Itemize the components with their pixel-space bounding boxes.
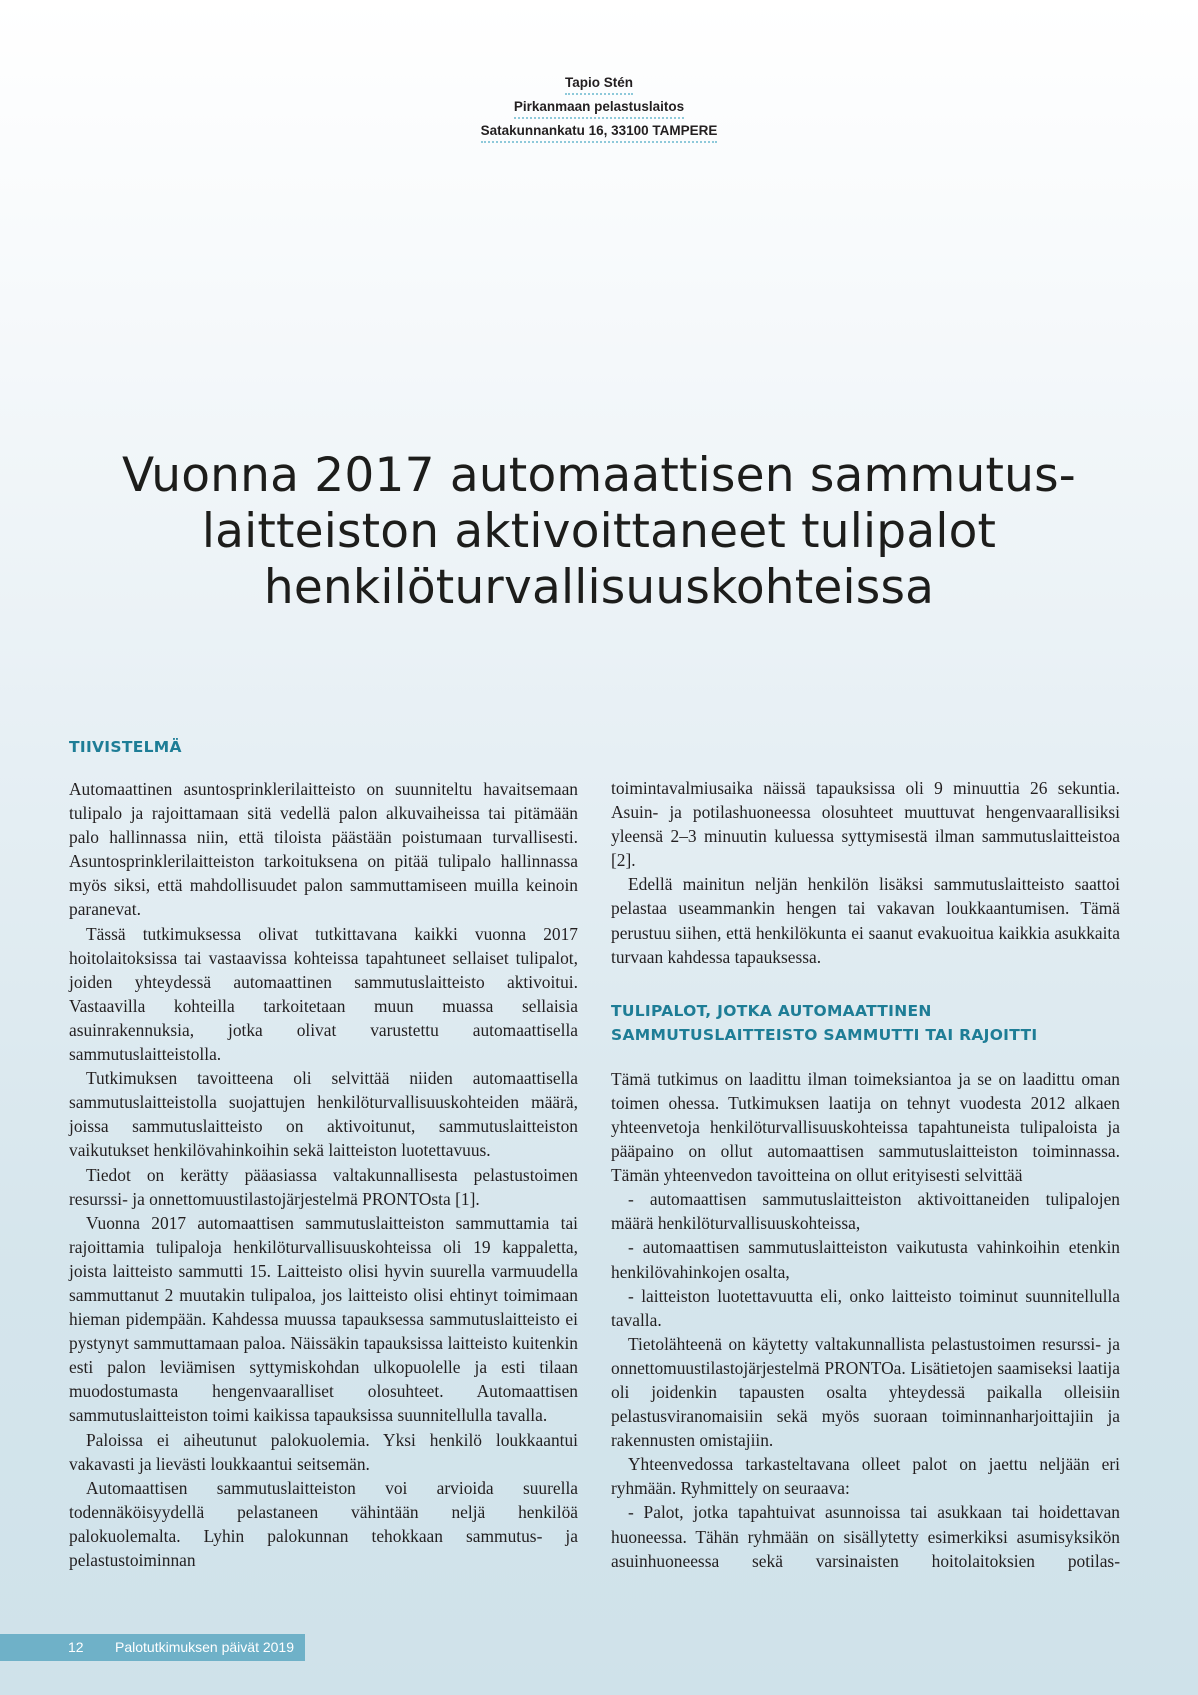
section-paragraph: Tietolähteenä on käytetty valtakunnallista pelastustoimen resurssi- ja onnettomuustilastojärjestelmä PRONTOa. Lisätietojen saamiseksi laatija oli joidenkin tapausten osalta yhteydessä paikalla olleisiin pelastusviranomaisiin sekä myös suoraan toiminnanharjoittajiin ja rakennusten omistajiin. xyxy=(611,1333,1120,1451)
section-heading-line-2: SAMMUTUSLAITTEISTO SAMMUTTI TAI RAJOITTI xyxy=(611,1025,1038,1044)
publication-name: Palotutkimuksen päivät 2019 xyxy=(115,1639,294,1655)
section-list-item: - laitteiston luotettavuutta eli, onko laitteisto toiminut suunnitellulla tavalla. xyxy=(611,1285,1120,1330)
abstract-paragraph: Vuonna 2017 automaattisen sammutuslaitteiston sammuttamia tai rajoittamia tulipaloja henkilöturvallisuuskohteissa oli 19 kappaletta, joista laitteisto sammutti 15. Laitteisto olisi hyvin suurella varmuudella sammuttanut 2 muutakin tulipaloa, jos laitteisto olisi ehtinyt toimimaan hieman pidempään. Kahdessa muussa tapauksessa sammutuslaitteisto ei pystynyt sammuttamaan paloa. Näissäkin tapauksissa laitteisto kuitenkin esti palon leviämisen syttymiskohdan ulkopuolelle ja esti tilaan muodostumasta hengenvaaralliset olosuhteet. Automaattisen sammutuslaitteiston toimi kaikissa tapauksissa suunnitellulla tavalla. xyxy=(69,1212,578,1426)
title-line-3: henkilöturvallisuuskohteissa xyxy=(263,560,935,615)
section-list-item: - Palot, jotka tapahtuivat asunnoissa tai asukkaan tai hoidettavan huoneessa. Tähän ryhmään on sisällytetty esimerkiksi asumisyksikön asuinhuoneessa sekä varsinaisten hoitolaitoksien potilas- xyxy=(611,1502,1120,1571)
right-column xyxy=(611,776,1120,1573)
abstract-paragraph: Tässä tutkimuksessa olivat tutkittavana kaikki vuonna 2017 hoitolaitoksissa tai vastaavissa kohteissa tapahtuneet sellaiset tulipalot, joiden yhteydessä automaattinen sammutuslaitteisto aktivoitui. Vastaavilla kohteilla tarkoitetaan muun muassa sellaisia asuinrakennuksia, jotka olivat varustettu automaattisella sammutuslaitteistolla. xyxy=(69,923,578,1065)
section-heading xyxy=(611,999,1120,1047)
left-column xyxy=(69,735,578,1572)
abstract-paragraph: toimintavalmiusaika näissä tapauksissa oli 9 minuuttia 26 sekuntia. Asuin- ja potilashuoneessa olosuhteet muuttuvat hengenvaarallisiksi yleensä 2–3 minuutin kuluessa syttymisestä ilman sammutuslaitteistoa [2]. xyxy=(611,778,1120,871)
page-footer xyxy=(0,1634,305,1661)
abstract-paragraph: Tutkimuksen tavoitteena oli selvittää niiden automaattisella sammutuslaitteistolla suojattujen henkilöturvallisuuskohteiden määrä, joissa sammutuslaitteisto on aktivoitunut, sammutuslaitteiston vaikutukset henkilövahinkoihin sekä laitteiston luotettavuus. xyxy=(69,1068,578,1161)
title-line-2: laitteiston aktivoittaneet tulipalot xyxy=(201,504,997,559)
abstract-paragraph: Automaattinen asuntosprinklerilaitteisto on suunniteltu havaitsemaan tulipalo ja rajoittamaan sitä vedellä palon alkuvaiheissa tai pitämään palo hallinnassa niin, että tiloista päästään poistumaan turvallisesti. Asuntosprinklerilaitteiston tarkoituksena on pitää tulipalo hallinnassa myös siksi, että mahdollisuudet palon sammuttamiseen muilla keinoin paranevat. xyxy=(69,779,578,920)
page-number: 12 xyxy=(68,1639,84,1655)
author-block xyxy=(0,71,1198,143)
section-list-item: - automaattisen sammutuslaitteiston vaikutusta vahinkoihin etenkin henkilövahinkojen osalta, xyxy=(611,1237,1120,1282)
author-organization: Pirkanmaan pelastuslaitos xyxy=(514,98,684,119)
title-line-1: Vuonna 2017 automaattisen sammutus- xyxy=(122,448,1076,503)
article-title xyxy=(60,448,1138,616)
section-heading-line-1: TULIPALOT, JOTKA AUTOMAATTINEN xyxy=(611,1001,932,1020)
abstract-paragraph: Edellä mainitun neljän henkilön lisäksi sammutuslaitteisto saattoi pelastaa useammankin hengen tai vakavan loukkaantumisen. Tämä perustuu siihen, että henkilökunta ei saanut evakuoitua kaikkia asukkaita turvaan kahdessa tapauksessa. xyxy=(611,874,1120,967)
section-paragraph: Tämä tutkimus on laadittu ilman toimeksiantoa ja se on laadittu oman toimen ohessa. Tutkimuksen laatija on tehnyt vuodesta 2012 alkaen yhteenvetoja henkilöturvallisuuskohteissa tapahtuneista tulipaloista ja pääpaino on ollut automaattisen sammutuslaitteiston toiminnassa. Tämän yhteenvedon tavoitteina on ollut erityisesti selvittää xyxy=(611,1068,1120,1186)
author-name: Tapio Stén xyxy=(565,74,633,95)
abstract-paragraph: Paloissa ei aiheutunut palokuolemia. Yksi henkilö loukkaantui vakavasti ja lievästi loukkaantui seitsemän. xyxy=(69,1429,578,1474)
section-paragraph: Yhteenvedossa tarkasteltavana olleet palot on jaettu neljään eri ryhmään. Ryhmittely on seuraava: xyxy=(611,1454,1120,1499)
section-list-item: - automaattisen sammutuslaitteiston aktivoittaneiden tulipalojen määrä henkilöturvallisuuskohteissa, xyxy=(611,1189,1120,1234)
abstract-paragraph: Automaattisen sammutuslaitteiston voi arvioida suurella todennäköisyydellä pelastaneen vähintään neljä henkilöä palokuolemalta. Lyhin palokunnan tehokkaan sammutus- ja pelastustoiminnan xyxy=(69,1477,578,1570)
author-address: Satakunnankatu 16, 33100 TAMPERE xyxy=(481,122,718,143)
abstract-paragraph: Tiedot on kerätty pääasiassa valtakunnallisesta pelastustoimen resurssi- ja onnettomuustilastojärjestelmä PRONTOsta [1]. xyxy=(69,1164,578,1209)
abstract-heading: TIIVISTELMÄ xyxy=(69,738,182,756)
